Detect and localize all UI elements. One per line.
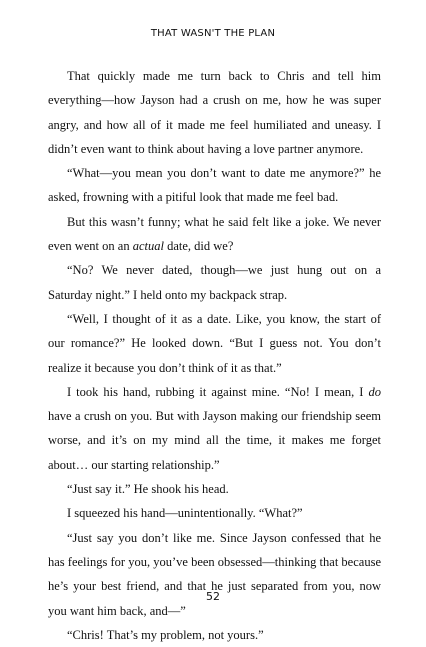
- paragraph: [48, 161, 381, 210]
- italic-text: actual: [132, 239, 164, 254]
- text-run: “Well, I thought of it as a date. Like, you know, the start of our romance?” He looked down. “But I guess not. You don’t realize it because you don’t think of it as that.”: [48, 311, 381, 375]
- paragraph: [48, 501, 381, 525]
- paragraph: [48, 258, 381, 307]
- paragraph: [48, 477, 381, 501]
- text-run: date, did we?: [163, 239, 234, 254]
- body-text: [48, 64, 381, 647]
- paragraph: [48, 623, 381, 647]
- text-run: I squeezed his hand—unintentionally. “What?”: [67, 506, 303, 521]
- text-run: That quickly made me turn back to Chris and tell him everything—how Jayson had a crush on me, how he was super angry, and how all of it made me feel humiliated and uneasy. I didn’t even want to think about having a love partner anymore.: [48, 69, 381, 156]
- text-run: “What—you mean you don’t want to date me anymore?” he asked, frowning with a pitiful look that made me feel bad.: [48, 166, 381, 205]
- text-run: But this wasn’t funny; what he said felt like a joke. We never even went on an: [48, 214, 381, 254]
- running-header: THAT WASN'T THE PLAN: [150, 28, 276, 39]
- text-run: have a crush on you. But with Jayson making our friendship seem worse, and it’s on my mind all the time, it makes me forget about… our starting relationship.”: [48, 409, 381, 472]
- paragraph: [48, 64, 381, 161]
- text-run: “Chris! That’s my problem, not yours.”: [67, 627, 264, 642]
- paragraph: [48, 210, 381, 259]
- page-number: 52: [206, 590, 220, 603]
- paragraph: [48, 526, 381, 623]
- text-run: “No? We never dated, though—we just hung out on a Saturday night.” I held onto my backpack strap.: [48, 263, 381, 302]
- paragraph: [48, 307, 381, 380]
- text-run: “Just say it.” He shook his head.: [67, 482, 229, 497]
- text-run: “Just say you don’t like me. Since Jayson confessed that he has feelings for you, you’ve been obsessed—thinking that because he’s your best friend, and that he just separated from you, now you want him back, and—”: [48, 530, 381, 618]
- italic-text: do: [368, 384, 381, 399]
- paragraph: [48, 380, 381, 477]
- text-run: I took his hand, rubbing it against mine. “No! I mean, I: [67, 384, 369, 399]
